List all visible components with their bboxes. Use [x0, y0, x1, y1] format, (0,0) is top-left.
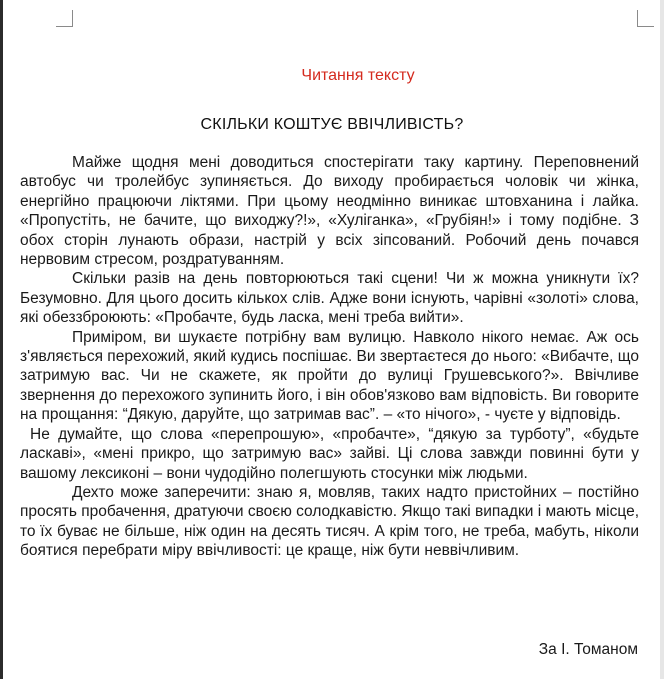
text-body [20, 153, 639, 561]
author-attribution: За І. Томаном [538, 641, 638, 658]
paragraph-1: Майже щодня мені доводиться спостерігати таку картину. Переповнений автобус чи тролейбус зупиняється. До виходу пробирається чоловік чи жінка, енергійно працюючи ліктями. При цьому неодмінно виникає штовханина і лайка. «Пропустіть, не бачите, що виходжу?!», «Хуліганка», «Грубіян!» і тому подібне. З обох сторін лунають образи, настрій у всіх зіпсований. Робочий день почався нервовим стресом, роздратуванням. [20, 154, 639, 269]
crop-mark-top-right [637, 10, 654, 27]
paragraph-4: Не думайте, що слова «перепрошую», «пробачте», “дякую за турботу”, «будьте ласкаві», «мені прикро, що затримую вас» зайві. Ці слова завжди повинні бути у вашому лексиконі – вони чудодійно полегшують стосунки між людьми. [20, 425, 639, 482]
page-right-border [660, 0, 664, 679]
paragraph-5: Дехто може заперечити: знаю я, мовляв, таких надто пристойних – постійно просять пробачення, дратуючи своєю солодкавістю. Якщо такі випадки і мають місце, то їх буває не більше, ніж один на десять тисяч. А крім того, не треба, мабуть, ніколи боятися перебрати міру ввічливості: це краще, ніж бути неввічливим. [20, 483, 639, 560]
text-title: СКІЛЬКИ КОШТУЄ ВВІЧЛИВІСТЬ? [200, 116, 464, 133]
crop-mark-top-left [56, 10, 73, 27]
section-heading: Читання тексту [301, 67, 415, 84]
paragraph-2: Скільки разів на день повторюються такі сцени! Чи ж можна уникнути їх? Безумовно. Для цього досить кількох слів. Адже вони існують, чарівні «золоті» слова, які обеззброюють: «Пробачте, будь ласка, мені треба вийти». [20, 270, 639, 327]
paragraph-3: Приміром, ви шукаєте потрібну вам вулицю. Навколо нікого немає. Аж ось з'являється перехожий, який кудись поспішає. Ви звертаєтеся до нього: «Вибачте, що затримую вас. Чи не скажете, як пройти до вулиці Грушевського?». Ввічливе звернення до перехожого зупинить його, і він обов'язково вам відповість. Ви говорите на прощання: “Дякую, даруйте, що затримав вас”. – «то нічого», - чуєте у відповідь. [20, 328, 639, 424]
page-left-border [0, 0, 3, 679]
